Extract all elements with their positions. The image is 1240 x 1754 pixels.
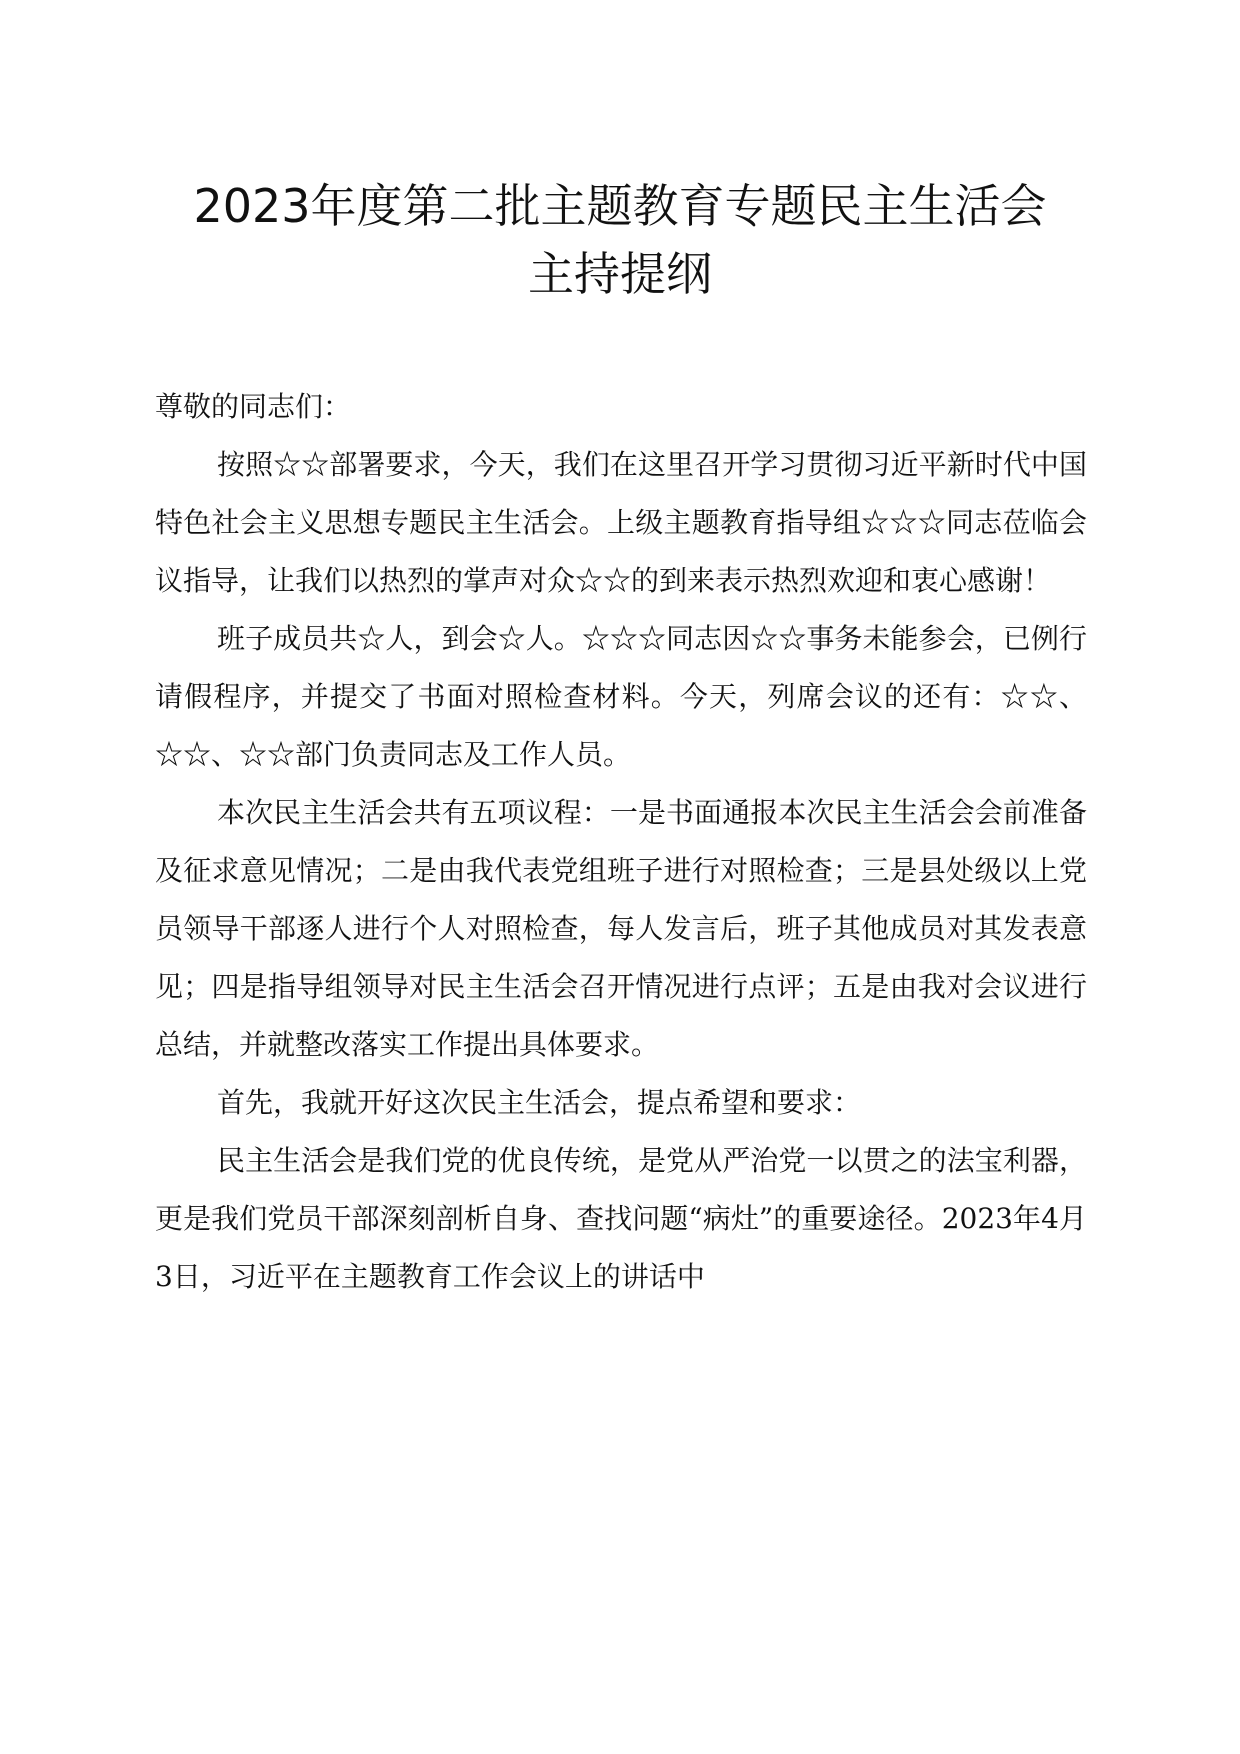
paragraph-significance: 民主生活会是我们党的优良传统，是党从严治党一以贯之的法宝利器，更是我们党员干部深刻剖析自身、查找问题“病灶”的重要途径。2023年4月3日，习近平在主题教育工作会议上的讲话中 — [155, 1144, 1087, 1293]
title-line-2: 主持提纲 — [528, 247, 712, 301]
document-body — [155, 378, 1087, 1306]
salutation: 尊敬的同志们： — [155, 390, 352, 423]
paragraph-requirements-intro: 首先，我就开好这次民主生活会，提点希望和要求： — [217, 1086, 862, 1119]
paragraph-opening: 按照☆☆部署要求，今天，我们在这里召开学习贯彻习近平新时代中国特色社会主义思想专题民主生活会。上级主题教育指导组☆☆☆同志莅临会议指导，让我们以热烈的掌声对众☆☆的到来表示热烈欢迎和衷心感谢！ — [155, 448, 1087, 597]
paragraph-agenda: 本次民主生活会共有五项议程：一是书面通报本次民主生活会会前准备及征求意见情况；二是由我代表党组班子进行对照检查；三是县处级以上党员领导干部逐人进行个人对照检查，每人发言后，班子其他成员对其发表意见；四是指导组领导对民主生活会召开情况进行点评；五是由我对会议进行总结，并就整改落实工作提出具体要求。 — [155, 796, 1087, 1061]
title-line-1: 2023年度第二批主题教育专题民主生活会 — [193, 179, 1047, 233]
document-title — [150, 172, 1090, 308]
paragraph-attendance: 班子成员共☆人，到会☆人。☆☆☆同志因☆☆事务未能参会，已例行请假程序，并提交了书面对照检查材料。今天，列席会议的还有：☆☆、☆☆、☆☆部门负责同志及工作人员。 — [155, 622, 1087, 771]
